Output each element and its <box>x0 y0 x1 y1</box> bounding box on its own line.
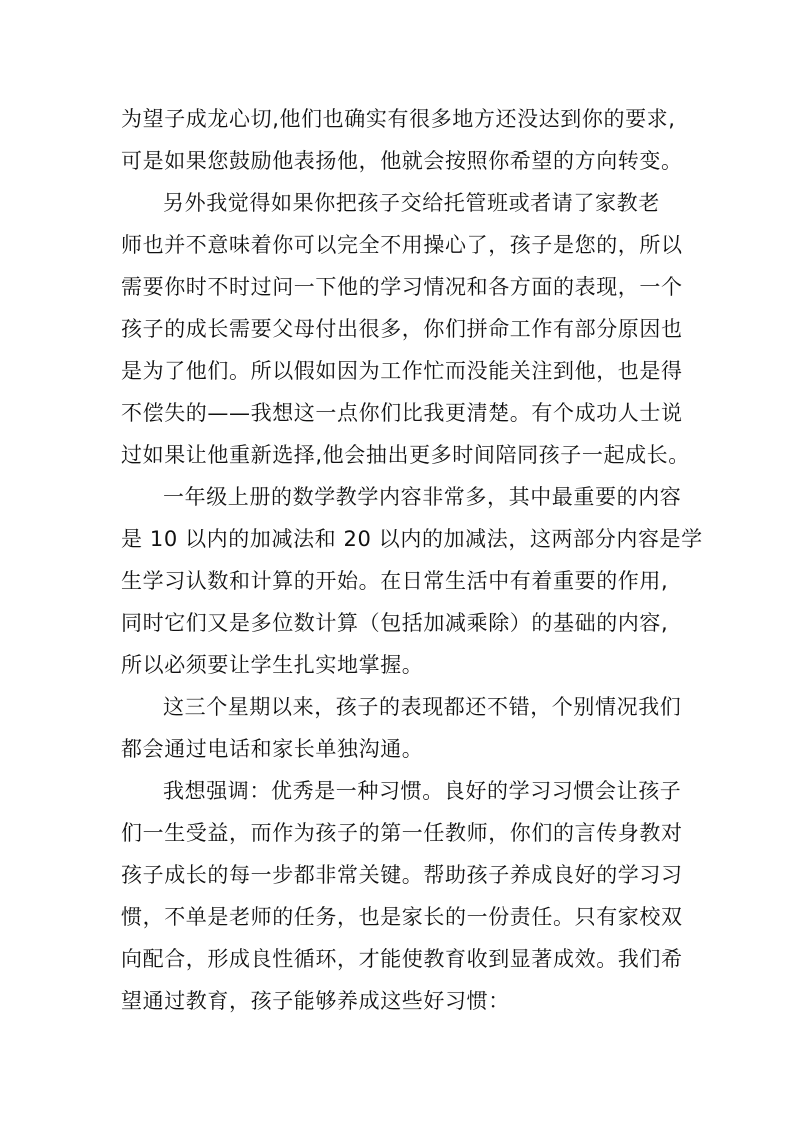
text-line: 都会通过电话和家长单独沟通。 <box>121 737 424 761</box>
text-line: 师也并不意味着你可以完全不用操心了，孩子是您的，所以 <box>121 233 683 257</box>
text-line: 我想强调：优秀是一种习惯。良好的学习习惯会让孩子 <box>163 779 682 803</box>
text-line: 同时它们又是多位数计算（包括加减乘除）的基础的内容, <box>121 611 669 635</box>
text-line: 所以必须要让学生扎实地掌握。 <box>121 653 424 677</box>
text-line: 孩子成长的每一步都非常关键。帮助孩子养成良好的学习习 <box>121 863 683 887</box>
text-line: 孩子的成长需要父母付出很多，你们拼命工作有部分原因也 <box>121 317 683 341</box>
text-line: 一年级上册的数学教学内容非常多，其中最重要的内容 <box>163 485 682 509</box>
text-line: 向配合，形成良性循环，才能使教育收到显著成效。我们希 <box>121 947 683 971</box>
text-line: 生学习认数和计算的开始。在日常生活中有着重要的作用, <box>121 569 669 593</box>
text-line: 们一生受益，而作为孩子的第一任教师，你们的言传身教对 <box>121 821 683 845</box>
text-line: 惯，不单是老师的任务，也是家长的一份责任。只有家校双 <box>121 905 683 929</box>
text-line: 望通过教育，孩子能够养成这些好习惯： <box>121 989 510 1013</box>
text-line: 需要你时不时过问一下他的学习情况和各方面的表现，一个 <box>121 275 683 299</box>
text-line: 过如果让他重新选择,他会抽出更多时间陪同孩子一起成长。 <box>121 443 690 467</box>
text-line: 这三个星期以来，孩子的表现都还不错，个别情况我们 <box>163 695 682 719</box>
text-line: 可是如果您鼓励他表扬他，他就会按照你希望的方向转变。 <box>121 149 683 173</box>
text-line: 是 10 以内的加减法和 20 以内的加减法，这两部分内容是学 <box>121 527 703 551</box>
text-line: 是为了他们。所以假如因为工作忙而没能关注到他，也是得 <box>121 359 683 383</box>
text-line: 另外我觉得如果你把孩子交给托管班或者请了家教老 <box>163 191 660 215</box>
text-line: 不偿失的——我想这一点你们比我更清楚。有个成功人士说 <box>121 401 683 425</box>
text-line: 为望子成龙心切,他们也确实有很多地方还没达到你的要求, <box>121 107 676 131</box>
document-body <box>121 98 703 1022</box>
